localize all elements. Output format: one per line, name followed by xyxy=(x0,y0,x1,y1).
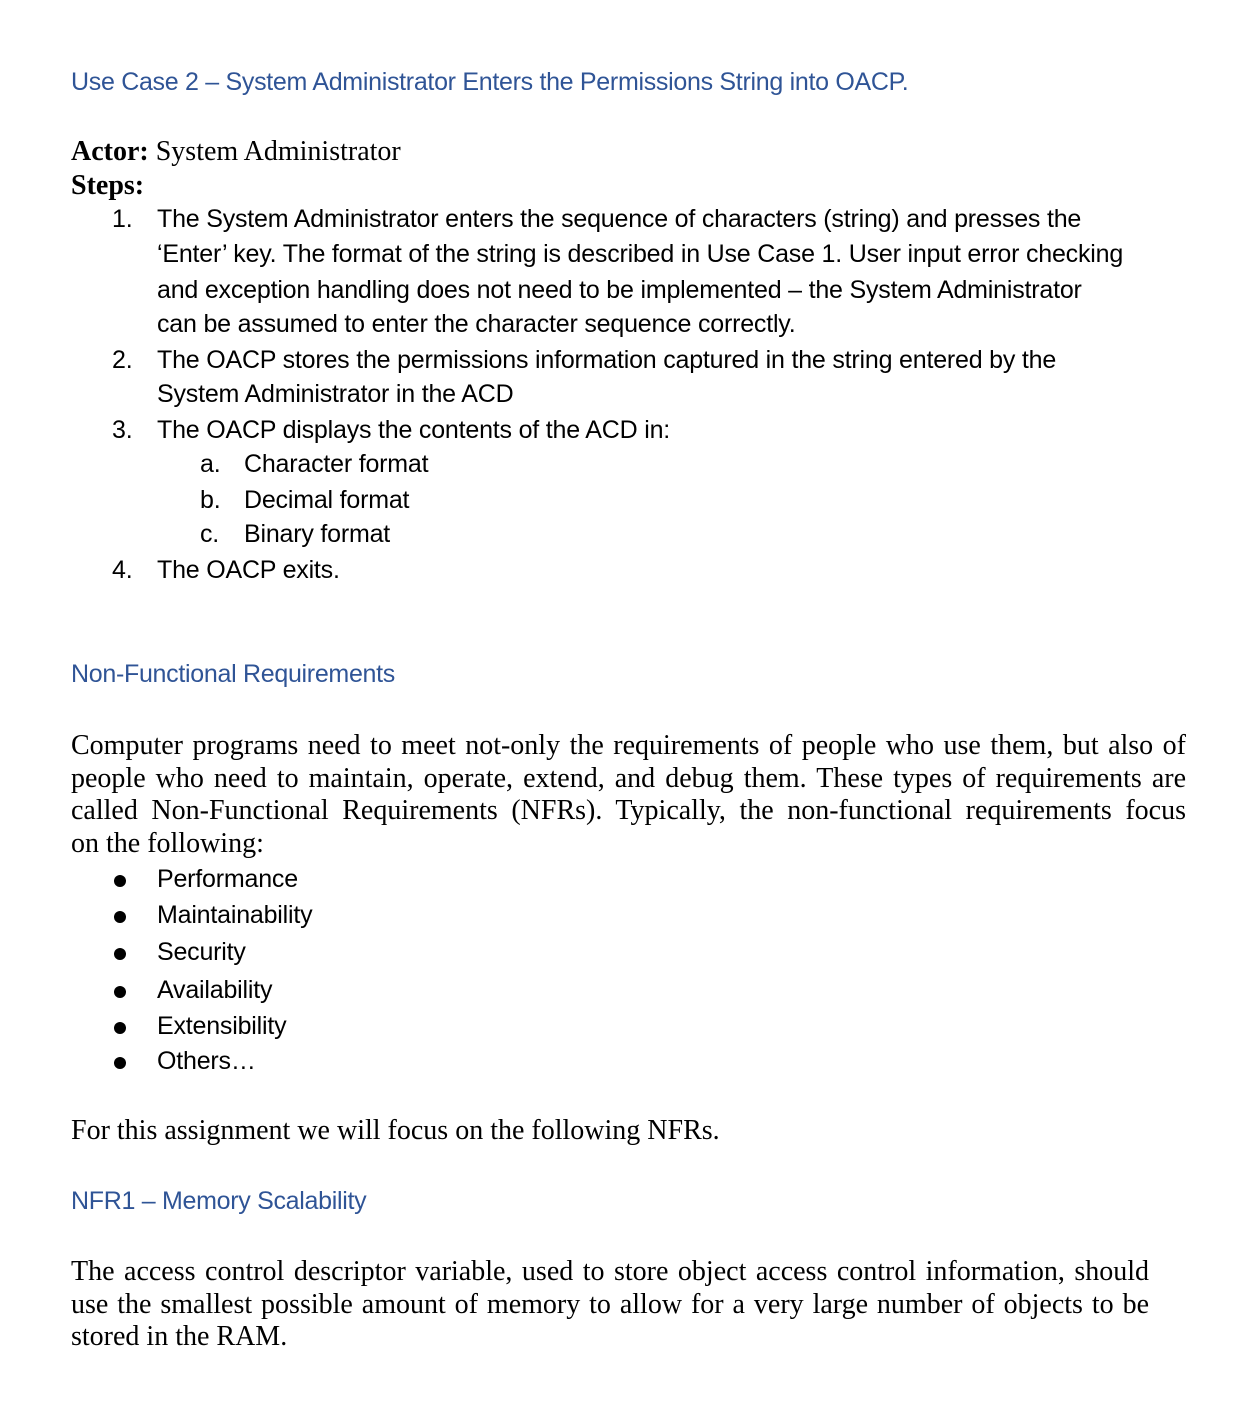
step-number: 3. xyxy=(112,416,133,444)
bullet-icon xyxy=(114,1022,126,1034)
step-number: 4. xyxy=(112,556,133,584)
step-1-line: The System Administrator enters the sequence of characters (string) and presses the xyxy=(157,205,1082,233)
step-3-line: The OACP displays the contents of the ACD in: xyxy=(157,416,671,444)
nfr-bullet-security: Security xyxy=(157,938,246,966)
paragraph-line: Computer programs need to meet not-only the requirements of people who use them, but also of xyxy=(71,730,1186,761)
substep-character-format: Character format xyxy=(244,450,429,478)
substep-decimal-format: Decimal format xyxy=(244,486,410,514)
step-number: 1. xyxy=(112,205,133,233)
step-4-line: The OACP exits. xyxy=(157,556,340,584)
step-1-line: and exception handling does not need to be implemented – the System Administrator xyxy=(157,276,1082,304)
nfr1-heading: NFR1 – Memory Scalability xyxy=(71,1187,367,1215)
nfr-bullet-others: Others… xyxy=(157,1047,256,1075)
substep-letter: b. xyxy=(200,486,221,514)
nfr-heading: Non-Functional Requirements xyxy=(71,660,396,688)
step-2-line: System Administrator in the ACD xyxy=(157,380,514,408)
focus-statement: For this assignment we will focus on the following NFRs. xyxy=(71,1115,720,1146)
substep-letter: c. xyxy=(200,520,220,548)
actor-label: Actor: xyxy=(71,136,149,167)
nfr-bullet-availability: Availability xyxy=(157,976,273,1004)
step-2-line: The OACP stores the permissions information captured in the string entered by the xyxy=(157,346,1057,374)
paragraph-line: people who need to maintain, operate, extend, and debug them. These types of requirements are xyxy=(71,762,1186,794)
paragraph-line: on the following: xyxy=(71,827,264,859)
substep-binary-format: Binary format xyxy=(244,520,391,548)
paragraph-line: called Non-Functional Requirements (NFRs). Typically, the non-functional requirements focus xyxy=(71,795,1186,826)
bullet-icon xyxy=(114,986,126,998)
actor-value: System Administrator xyxy=(148,136,401,167)
bullet-icon xyxy=(114,875,126,887)
paragraph-line: The access control descriptor variable, used to store object access control information, should xyxy=(71,1256,1149,1287)
step-number: 2. xyxy=(112,346,133,374)
paragraph-line: use the smallest possible amount of memory to allow for a very large number of objects to be xyxy=(71,1288,1149,1320)
nfr-bullet-maintainability: Maintainability xyxy=(157,901,313,929)
use-case-2-heading: Use Case 2 – System Administrator Enters the Permissions String into OACP. xyxy=(71,68,909,96)
nfr-bullet-performance: Performance xyxy=(157,865,298,893)
bullet-icon xyxy=(114,948,126,960)
nfr1-paragraph xyxy=(71,1256,1149,1354)
actor-line xyxy=(71,136,401,168)
bullet-icon xyxy=(114,911,126,923)
paragraph-line: stored in the RAM. xyxy=(71,1321,288,1352)
nfr-bullet-extensibility: Extensibility xyxy=(157,1012,287,1040)
steps-label: Steps: xyxy=(71,170,145,201)
bullet-icon xyxy=(114,1057,126,1069)
step-1-line: ‘Enter’ key. The format of the string is described in Use Case 1. User input error checking xyxy=(157,240,1124,268)
substep-letter: a. xyxy=(200,450,221,478)
nfr-intro-paragraph xyxy=(71,730,1186,860)
step-1-line: can be assumed to enter the character sequence correctly. xyxy=(157,310,796,338)
